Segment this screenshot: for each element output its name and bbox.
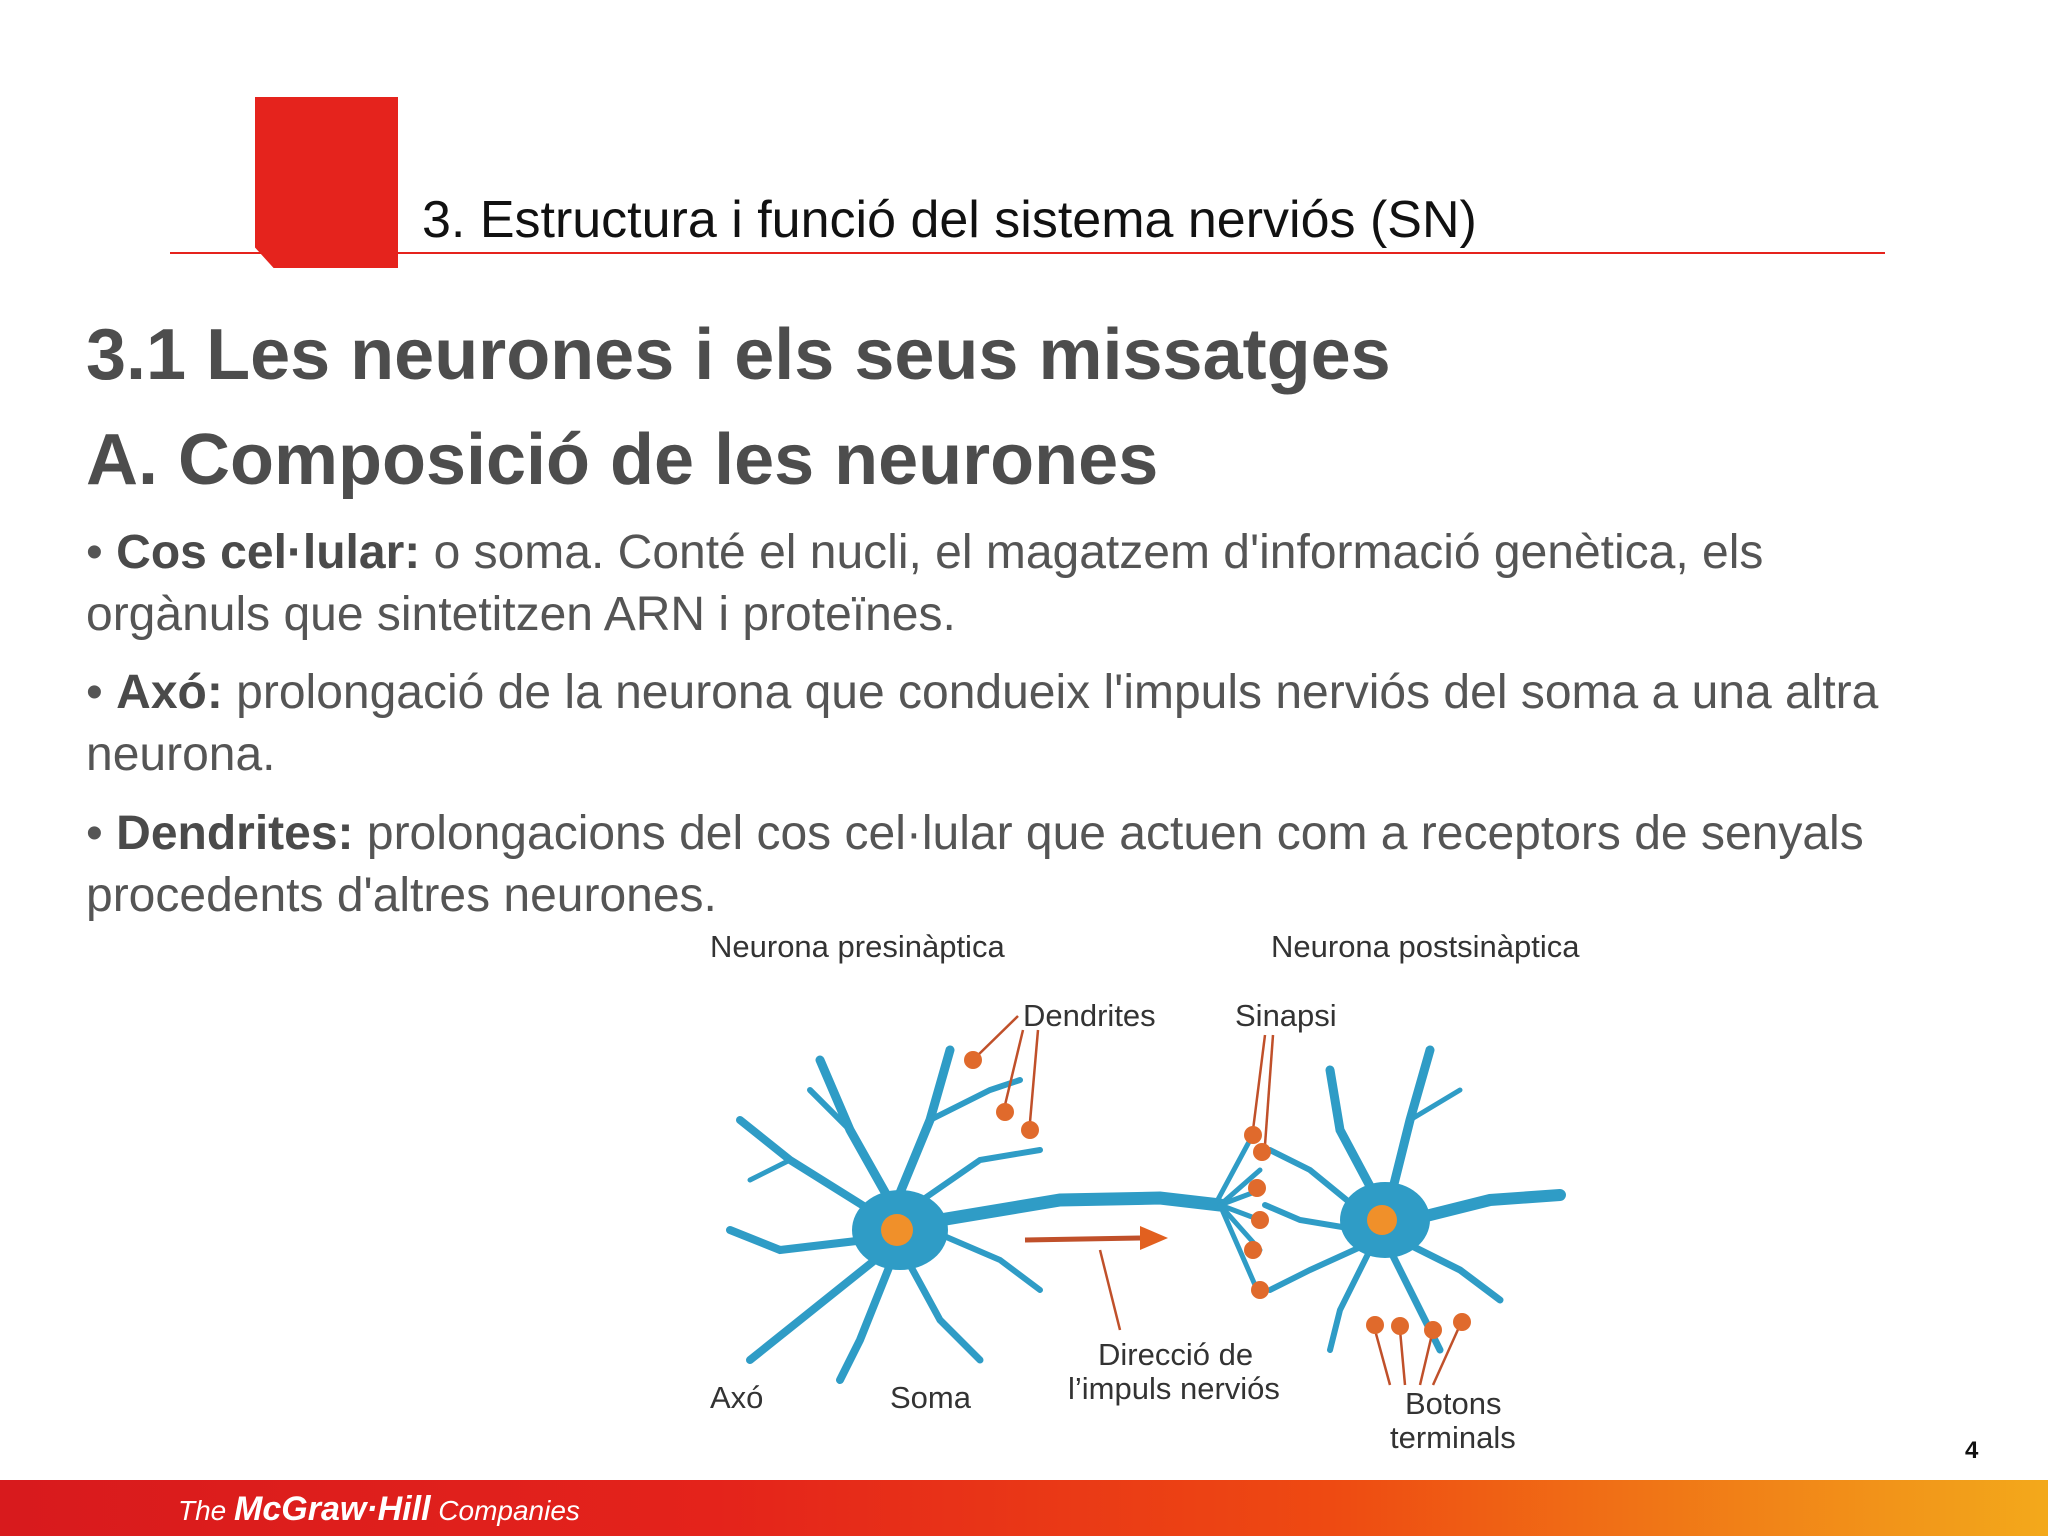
dendrite-spine	[996, 1103, 1014, 1121]
bullet-text: prolongació de la neurona que condueix l'impuls nerviós del soma a una altra neurona.	[86, 666, 1879, 781]
label-direction-line1: Direcció de	[1098, 1337, 1254, 1372]
label-terminals-line2: terminals	[1390, 1420, 1516, 1455]
terminal-button	[1453, 1313, 1471, 1331]
postsynaptic-nucleus	[1367, 1205, 1397, 1235]
bullet-term: Axó:	[116, 666, 223, 719]
bullet-term: Dendrites:	[116, 807, 354, 860]
synaptic-terminal	[1251, 1281, 1269, 1299]
publisher-logo	[178, 1490, 580, 1529]
bullet-axon	[86, 662, 1906, 786]
synaptic-terminal	[1253, 1143, 1271, 1161]
bullet-marker: •	[86, 526, 103, 579]
terminal-button	[1424, 1321, 1442, 1339]
label-dendrites: Dendrites	[1023, 998, 1156, 1033]
slide-heading: 3.1 Les neurones i els seus missatges	[86, 315, 1391, 395]
bullet-text: o soma. Conté el nucli, el magatzem d'informació genètica, els orgànuls que sintetitzen ARN i proteïnes.	[86, 526, 1764, 641]
header-rule	[170, 252, 1885, 254]
logo-prefix: The	[178, 1495, 235, 1526]
presynaptic-neuron	[730, 1050, 1260, 1380]
header-red-tab	[255, 97, 398, 268]
footer-bar	[0, 1480, 2048, 1536]
synaptic-terminal	[1251, 1211, 1269, 1229]
bullet-dendrites	[86, 803, 1906, 927]
bullet-cell-body	[86, 522, 1906, 646]
terminal-button	[1366, 1316, 1384, 1334]
label-synapse: Sinapsi	[1235, 998, 1337, 1033]
impulse-direction-arrow	[1025, 1238, 1140, 1240]
section-title: 3. Estructura i funció del sistema nerviós (SN)	[422, 191, 1477, 249]
bullet-marker: •	[86, 807, 103, 860]
terminal-button	[1391, 1317, 1409, 1335]
dendrite-spine	[964, 1051, 982, 1069]
bullet-text: prolongacions del cos cel·lular que actuen com a receptors de senyals procedents d'altres neurones.	[86, 807, 1864, 922]
dendrite-spine	[1021, 1121, 1039, 1139]
label-presynaptic: Neurona presinàptica	[710, 930, 1005, 964]
logo-brand: McGraw·Hill	[234, 1490, 431, 1528]
label-axon: Axó	[710, 1380, 764, 1415]
synaptic-terminal	[1248, 1179, 1266, 1197]
synaptic-terminal	[1244, 1241, 1262, 1259]
logo-suffix: Companies	[430, 1495, 580, 1526]
synaptic-terminal	[1244, 1126, 1262, 1144]
label-direction-line2: l’impuls nerviós	[1068, 1371, 1280, 1406]
slide-subheading: A. Composició de les neurones	[86, 420, 1159, 500]
page-number: 4	[1965, 1437, 1979, 1464]
presynaptic-nucleus	[881, 1214, 913, 1246]
impulse-arrowhead	[1140, 1226, 1168, 1250]
label-terminals-line1: Botons	[1405, 1386, 1502, 1421]
bullet-term: Cos cel·lular:	[116, 526, 421, 579]
bullet-marker: •	[86, 666, 103, 719]
label-soma: Soma	[890, 1380, 971, 1415]
label-postsynaptic: Neurona postsinàptica	[1271, 930, 1580, 964]
neuron-synapse-diagram	[700, 930, 1600, 1460]
